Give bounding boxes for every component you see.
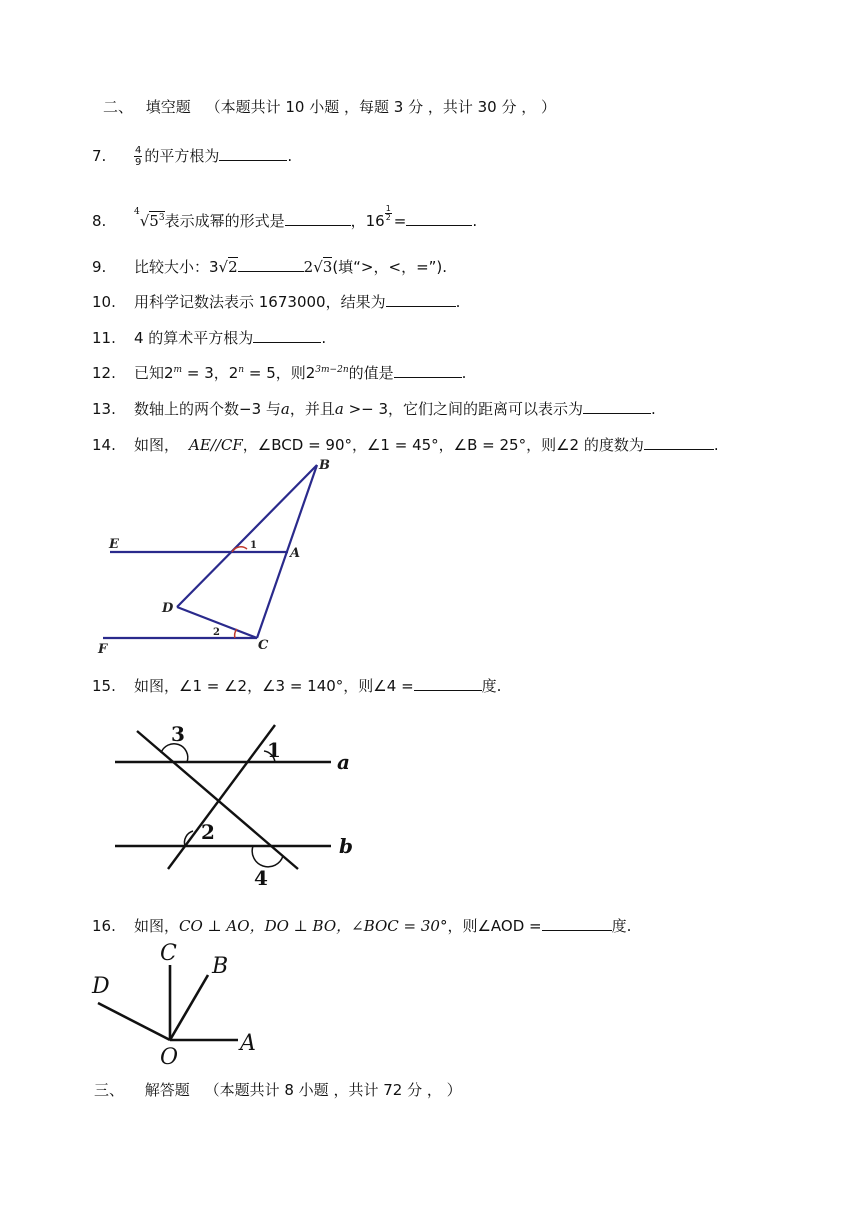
given-conditions: CO ⊥ AO，DO ⊥ BO，∠BOC = 30° bbox=[179, 917, 448, 935]
label-1: 1 bbox=[267, 738, 281, 762]
label-D: D bbox=[92, 974, 110, 999]
label-B: B bbox=[319, 458, 330, 473]
question-hint: (填“>，<，=”). bbox=[332, 258, 448, 276]
question-text: 数轴上的两个数−3 与 bbox=[134, 400, 281, 418]
question-end: 度. bbox=[481, 677, 502, 695]
exponent-n: n bbox=[238, 365, 245, 375]
figure-14 bbox=[95, 455, 345, 660]
label-E: E bbox=[109, 537, 119, 552]
question-text: 比较大小：3 bbox=[134, 258, 219, 276]
section-index: 三、 bbox=[94, 1081, 125, 1099]
label-O: O bbox=[160, 1045, 179, 1070]
angle-4-arc bbox=[252, 846, 283, 867]
label-A: A bbox=[290, 546, 301, 561]
question-text: 如图， bbox=[134, 917, 180, 935]
question-number: 13. bbox=[92, 400, 116, 418]
section-desc: （本题共计 10 小题 ，每题 3 分 ，共计 30 分 ， ） bbox=[205, 98, 556, 116]
question-9 bbox=[92, 256, 447, 277]
question-text-2: ，16 bbox=[350, 212, 385, 230]
question-end: . bbox=[651, 400, 656, 418]
section-title: 解答题 bbox=[144, 1081, 190, 1099]
line-BD bbox=[177, 465, 317, 607]
label-1: 1 bbox=[250, 540, 257, 551]
answer-blank bbox=[644, 434, 714, 450]
variable-a: a bbox=[280, 400, 290, 418]
question-text: 的平方根为 bbox=[144, 147, 220, 165]
question-8 bbox=[92, 204, 478, 231]
label-B: B bbox=[212, 954, 229, 979]
question-number: 8. bbox=[92, 212, 107, 230]
question-7 bbox=[92, 145, 292, 168]
answer-blank bbox=[583, 398, 651, 414]
question-number: 15. bbox=[92, 677, 116, 695]
label-2: 2 bbox=[201, 820, 215, 844]
variable-a: a bbox=[334, 400, 344, 418]
answer-blank bbox=[386, 291, 456, 307]
coefficient-2: 2 bbox=[303, 258, 314, 276]
question-end: . bbox=[287, 147, 293, 165]
question-number: 16. bbox=[92, 917, 116, 935]
section-title: 填空题 bbox=[145, 98, 191, 116]
question-14 bbox=[92, 434, 719, 455]
question-text: 表示成幂的形式是 bbox=[164, 212, 285, 230]
question-text-2: = 3，2 bbox=[182, 364, 239, 382]
label-a: a bbox=[337, 750, 350, 774]
angle-3-arc bbox=[161, 744, 188, 762]
question-number: 11. bbox=[92, 329, 116, 347]
question-text-4: 的值是 bbox=[348, 364, 394, 382]
answer-blank bbox=[219, 145, 287, 161]
answer-blank-2 bbox=[406, 210, 472, 226]
question-end: . bbox=[321, 329, 327, 347]
question-end: 度. bbox=[611, 917, 632, 935]
answer-blank bbox=[253, 327, 321, 343]
question-text-2: ，则∠AOD = bbox=[447, 917, 542, 935]
sqrt-2: √2 bbox=[218, 258, 238, 276]
label-F: F bbox=[98, 642, 108, 657]
label-4: 4 bbox=[254, 866, 268, 890]
question-12 bbox=[92, 362, 466, 383]
question-16 bbox=[92, 915, 631, 936]
label-A: A bbox=[240, 1031, 256, 1056]
ray-OB bbox=[170, 975, 208, 1040]
label-b: b bbox=[339, 834, 353, 858]
question-number: 10. bbox=[92, 293, 116, 311]
section-3-header bbox=[94, 1080, 462, 1100]
answer-blank bbox=[394, 362, 462, 378]
question-text: 用科学记数法表示 1673000，结果为 bbox=[134, 293, 386, 311]
question-15 bbox=[92, 675, 501, 696]
answer-blank bbox=[542, 915, 612, 931]
sqrt-3: √3 bbox=[313, 258, 333, 276]
ray-OD bbox=[98, 1003, 170, 1040]
section-index: 二、 bbox=[103, 98, 134, 116]
label-C: C bbox=[160, 941, 177, 966]
question-text: 4 的算术平方根为 bbox=[134, 329, 254, 347]
question-number: 14. bbox=[92, 436, 116, 454]
question-end: . bbox=[455, 293, 461, 311]
question-end: . bbox=[461, 364, 467, 382]
question-text-3: = 5，则2 bbox=[244, 364, 316, 382]
question-number: 7. bbox=[92, 147, 107, 165]
label-3: 3 bbox=[171, 722, 185, 746]
equals-sign: = bbox=[393, 212, 407, 230]
section-desc: （本题共计 8 小题 ，共计 72 分 ， ） bbox=[204, 1081, 462, 1099]
question-text-2: ，并且 bbox=[289, 400, 335, 418]
question-end: . bbox=[472, 212, 478, 230]
question-number: 12. bbox=[92, 364, 116, 382]
figure-16 bbox=[88, 940, 273, 1070]
question-13 bbox=[92, 398, 656, 419]
question-text-3: >− 3，它们之间的距离可以表示为 bbox=[343, 400, 584, 418]
exponent-1-2: $\frac{1}{2}$ bbox=[385, 204, 391, 222]
transversal-2 bbox=[168, 725, 275, 869]
question-text: 如图， bbox=[134, 436, 180, 454]
exponent-m: m bbox=[173, 365, 183, 375]
question-11 bbox=[92, 327, 326, 348]
label-C: C bbox=[258, 638, 269, 653]
question-end: . bbox=[713, 436, 719, 454]
question-text: 已知2 bbox=[134, 364, 174, 382]
answer-blank bbox=[238, 256, 304, 272]
question-10 bbox=[92, 291, 460, 312]
question-text: 如图，∠1 = ∠2，∠3 = 140°，则∠4 = bbox=[134, 677, 414, 695]
answer-blank-1 bbox=[285, 210, 351, 226]
exponent-3m-2n: 3m−2n bbox=[315, 365, 349, 375]
answer-blank bbox=[414, 675, 482, 691]
fourth-root-5-cubed: $^4√5^3$ bbox=[134, 207, 165, 230]
label-2: 2 bbox=[213, 627, 220, 638]
parallel-condition: AE//CF bbox=[189, 436, 243, 454]
question-text-2: ，∠BCD = 90°，∠1 = 45°，∠B = 25°，则∠2 的度数为 bbox=[242, 436, 644, 454]
section-2-header bbox=[103, 97, 556, 117]
label-D: D bbox=[162, 601, 174, 616]
question-number: 9. bbox=[92, 258, 107, 276]
figure-15 bbox=[105, 715, 365, 890]
fraction-4-9: $\frac{4}{9}$ bbox=[135, 145, 142, 168]
